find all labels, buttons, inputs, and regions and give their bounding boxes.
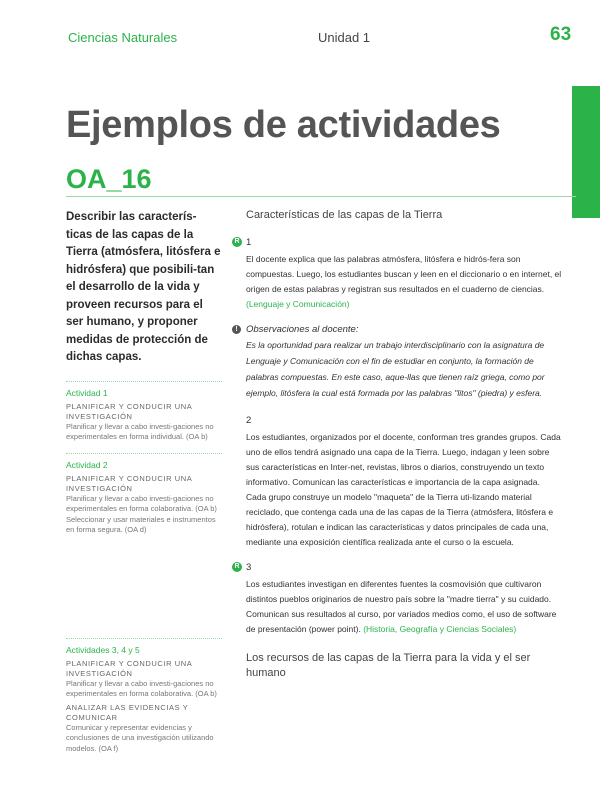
header-unit: Unidad 1 — [318, 30, 371, 45]
activity-title: Actividad 1 — [66, 387, 108, 398]
item-text: Los estudiantes investigan en diferentes fuentes la cosmovisión que cultivaron distintos pueblos originarios de nuestro país sobre la "madre tierra" y su cuidado. Comunican sus resultados al curso, por variados medios como, el uso de software de presentación (power point). (Historia, Geografía y Ciencias Sociales) — [246, 579, 557, 634]
item-text: Los estudiantes, organizados por el docente, conforman tres grandes grupos. Cada uno de ellos tendrá asignado una capa de la Tierra. Luego, indagan y leen sobre sus características en Inter-net, revistas, libros o diarios, construyendo un texto informativo. Comunican las características e importancia de la capa asignada. Cada grupo construye un modelo "maqueta" de la Tierra uti-lizando material reciclado, que contenga cada una de las capas de la Tierra (atmósfera, litósfera e hidrósfera), rotulan e indican las características y datos principales de cada una, mediante una exposición científica realizada ante el curso o la escuela. — [246, 432, 561, 547]
item-number: 3 — [246, 562, 252, 573]
activity-1 — [66, 381, 222, 443]
activity-skill: ANALIZAR LAS EVIDENCIAS Y COMUNICAR — [66, 702, 189, 722]
oa-code: OA_16 — [66, 164, 152, 194]
activity-skill-text: Planificar y llevar a cabo investi-gaciones no experimentales en forma individual. (OA b) — [66, 421, 214, 441]
left-column — [66, 209, 222, 764]
activity-skill-text: Comunicar y representar evidencias y conclusiones de una investigación utilizando modelos. (OA f) — [66, 722, 214, 753]
item-number: 2 — [246, 415, 252, 426]
activity-skill: PLANIFICAR Y CONDUCIR UNA INVESTIGACIÓN — [66, 658, 192, 678]
right-column — [234, 208, 562, 695]
activity-item-1 — [234, 237, 562, 312]
activity-2 — [66, 453, 222, 536]
activity-item-3 — [234, 562, 562, 637]
observation-text: Es la oportunidad para realizar un trabajo interdisciplinario con la asignatura de Lenguaje y Comunicación con el fin de estudiar en conjunto, la formación de palabras compuestas. En este caso, aque-llas que tienen raíz griega, como por ejemplo, litósfera la cual está formada por las palabras "litos" (piedra) y esfera. — [246, 340, 545, 398]
subject-reference: (Historia, Geografía y Ciencias Sociales) — [363, 624, 517, 634]
teacher-observation — [235, 324, 562, 401]
relation-badge-icon: R — [232, 562, 242, 572]
activity-3-5 — [66, 638, 222, 755]
activity-skill-text: Planificar y llevar a cabo investi-gaciones no experimentales en forma colaborativa. (OA b) — [66, 678, 217, 698]
item-text: El docente explica que las palabras atmósfera, litósfera e hidrós-fera son compuestas. Luego, los estudiantes buscan y leen en el diccionario o en internet, el origen de estas palabras y registran sus resultados en el cuaderno de ciencias. (Lenguaje y Comunicación) — [246, 254, 562, 309]
page-title: Ejemplos de actividades — [66, 104, 501, 146]
activity-skill: PLANIFICAR Y CONDUCIR UNA INVESTIGACIÓN — [66, 401, 192, 421]
title-divider — [66, 196, 576, 197]
subject-reference: (Lenguaje y Comunicación) — [246, 299, 350, 309]
relation-badge-icon: R — [232, 237, 242, 247]
observation-heading: Observaciones al docente: — [246, 324, 359, 335]
activity-title: Actividad 2 — [66, 459, 108, 470]
header-subject: Ciencias Naturales — [68, 30, 178, 45]
activity-item-2 — [246, 415, 562, 550]
activity-skill: PLANIFICAR Y CONDUCIR UNA INVESTIGACIÓN — [66, 473, 192, 493]
activity-title: Actividades 3, 4 y 5 — [66, 644, 140, 655]
section-title: Los recursos de las capas de la Tierra para la vida y el ser humano — [246, 652, 531, 679]
page-number: 63 — [550, 24, 572, 45]
activity-skill-text: Planificar y llevar a cabo investi-gaciones no experimentales en forma colaborativa. (OA b) Seleccionar y usar materiales e instrumentos en forma segura. (OA d) — [66, 493, 217, 534]
section-title: Características de las capas de la Tierra — [246, 209, 443, 221]
side-tab-marker — [572, 86, 600, 218]
warning-icon: ! — [232, 325, 241, 334]
item-number: 1 — [246, 237, 252, 248]
objective-text: Describir las caracterís-ticas de las capas de la Tierra (atmósfera, litósfera e hidrósfera) que posibili-tan el desarrollo de la vida y proveen recursos para el ser humano, y proponer medidas de protección de dichas capas. — [66, 211, 221, 363]
